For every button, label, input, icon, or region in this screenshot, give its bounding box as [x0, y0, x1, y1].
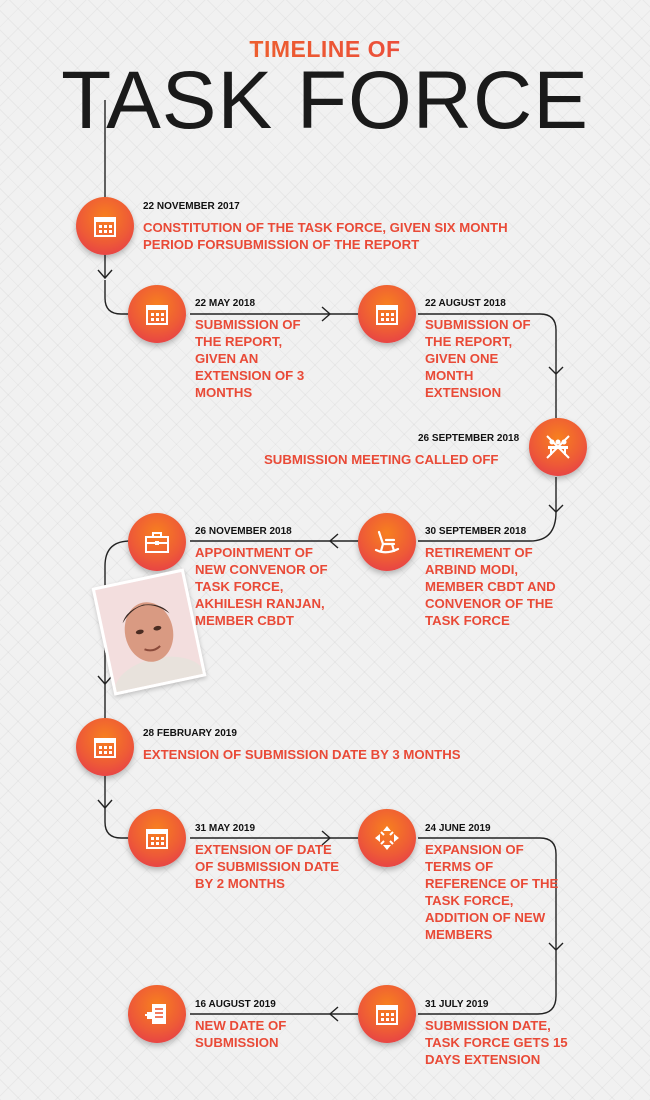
calendar-icon [93, 214, 117, 238]
event-description: EXPANSION OF TERMS OF REFERENCE OF THE TASK FORCE, ADDITION OF NEW MEMBERS [425, 842, 559, 942]
event-date: 31 JULY 2019 [425, 999, 489, 1010]
event-description: RETIREMENT OF ARBIND MODI, MEMBER CBDT AND CONVENOR OF THE TASK FORCE [425, 545, 556, 628]
event-icon-circle [128, 809, 186, 867]
document-icon [144, 1001, 170, 1027]
event-description: SUBMISSION OF THE REPORT, GIVEN ONE MONTH EXTENSION [425, 317, 531, 400]
event-description: EXTENSION OF DATE OF SUBMISSION DATE BY 2 MONTHS [195, 842, 340, 891]
event-description: APPOINTMENT OF NEW CONVENOR OF TASK FORCE, AKHILESH RANJAN, MEMBER CBDT [195, 545, 328, 628]
event-icon-circle [358, 285, 416, 343]
event-icon-circle [358, 513, 416, 571]
event-description: CONSTITUTION OF THE TASK FORCE, GIVEN SIX MONTH PERIOD FORSUBMISSION OF THE REPORT [143, 220, 508, 252]
calendar-icon [375, 302, 399, 326]
event-date: 24 JUNE 2019 [425, 823, 491, 834]
event-date: 26 SEPTEMBER 2018 [418, 433, 520, 444]
expand-arrows-icon [373, 824, 401, 852]
event-description: NEW DATE OF SUBMISSION [195, 1018, 287, 1050]
header-line1: TIMELINE OF [0, 36, 650, 63]
event-icon-circle [128, 985, 186, 1043]
event-icon-circle [128, 513, 186, 571]
calendar-icon [93, 735, 117, 759]
event-icon-circle [76, 197, 134, 255]
event-description: SUBMISSION OF THE REPORT, GIVEN AN EXTENSION OF 3 MONTHS [195, 317, 305, 400]
event-description: EXTENSION OF SUBMISSION DATE BY 3 MONTHS [143, 747, 461, 762]
event-date: 28 FEBRUARY 2019 [143, 728, 237, 739]
calendar-icon [375, 1002, 399, 1026]
page-title: TASK FORCE [61, 55, 589, 146]
rocking-chair-icon [373, 528, 401, 556]
event-icon-circle [76, 718, 134, 776]
event-icon-circle [358, 809, 416, 867]
meeting-cancelled-icon [543, 432, 573, 462]
event-description: SUBMISSION MEETING CALLED OFF [264, 452, 499, 467]
event-date: 31 MAY 2019 [195, 823, 256, 834]
event-icon-circle [358, 985, 416, 1043]
calendar-icon [145, 826, 169, 850]
event-icon-circle [128, 285, 186, 343]
briefcase-icon [144, 530, 170, 554]
event-description: SUBMISSION DATE, TASK FORCE GETS 15 DAYS EXTENSION [425, 1018, 568, 1067]
event-date: 22 MAY 2018 [195, 298, 256, 309]
event-date: 22 AUGUST 2018 [425, 298, 506, 309]
event-icon-circle [529, 418, 587, 476]
event-date: 22 NOVEMBER 2017 [143, 201, 240, 212]
event-date: 16 AUGUST 2019 [195, 999, 276, 1010]
event-date: 30 SEPTEMBER 2018 [425, 526, 527, 537]
calendar-icon [145, 302, 169, 326]
event-date: 26 NOVEMBER 2018 [195, 526, 292, 537]
